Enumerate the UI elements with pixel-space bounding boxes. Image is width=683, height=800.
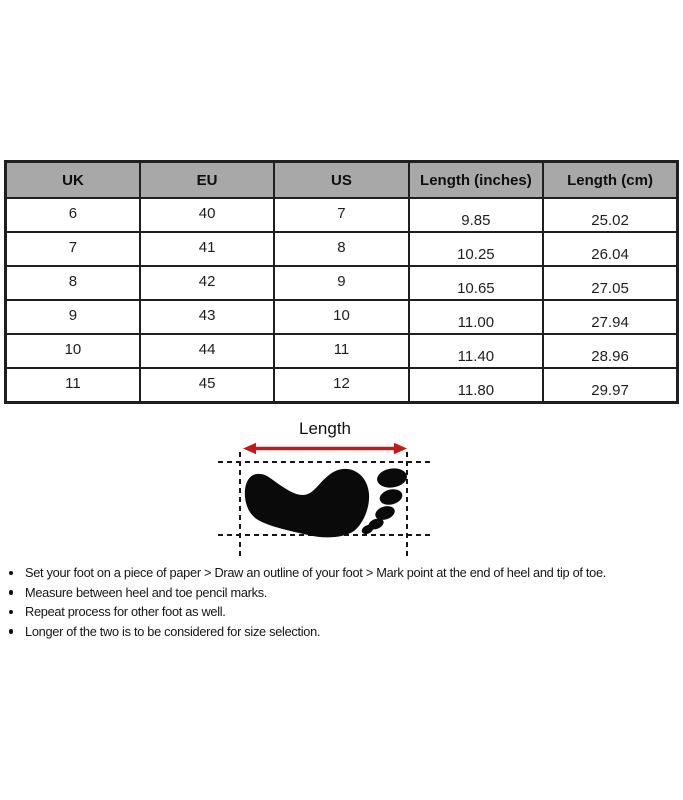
instruction-text: Longer of the two is to be considered for size selection. (25, 623, 321, 639)
size-row (6, 300, 678, 334)
size-cell: 27.05 (543, 266, 677, 300)
bullet-dot-icon (9, 629, 14, 634)
size-cell: 29.97 (543, 368, 677, 403)
bullet-dot-icon (9, 590, 14, 595)
size-cell: 28.96 (543, 334, 677, 368)
size-cell: 8 (6, 266, 140, 300)
instruction-text: Measure between heel and toe pencil marks. (25, 584, 268, 600)
column-header-cell: Length (cm) (543, 162, 677, 199)
instruction-list (4, 563, 682, 641)
size-cell: 42 (140, 266, 274, 300)
size-row (6, 232, 678, 266)
size-cell: 7 (274, 198, 408, 232)
size-cell: 41 (140, 232, 274, 266)
size-cell: 6 (6, 198, 140, 232)
length-label: Length (299, 419, 351, 438)
size-cell: 25.02 (543, 198, 677, 232)
column-header-cell: Length (inches) (409, 162, 543, 199)
size-cell: 43 (140, 300, 274, 334)
guide-line-top (218, 461, 431, 463)
size-chart-body (6, 198, 678, 403)
size-cell: 7 (6, 232, 140, 266)
size-row (6, 368, 678, 403)
guide-line-heel (239, 452, 241, 557)
table-header-row (6, 162, 678, 199)
size-cell: 9 (274, 266, 408, 300)
bullet-dot-icon (9, 610, 14, 615)
size-row (6, 266, 678, 300)
size-row (6, 198, 678, 232)
length-arrow-icon (242, 441, 408, 456)
size-chart-table (4, 160, 679, 404)
size-cell: 44 (140, 334, 274, 368)
column-header-cell: UK (6, 162, 140, 199)
instruction-item (4, 563, 682, 583)
size-cell: 45 (140, 368, 274, 403)
size-cell: 10 (6, 334, 140, 368)
size-cell: 12 (274, 368, 408, 403)
bullet-dot-icon (9, 571, 14, 576)
size-row (6, 334, 678, 368)
instruction-text: Set your foot on a piece of paper > Draw an outline of your foot > Mark point at the end of heel and tip of toe. (25, 565, 607, 580)
instruction-text: Repeat process for other foot as well. (25, 604, 226, 619)
size-cell: 11 (6, 368, 140, 403)
size-cell: 10.25 (409, 232, 543, 266)
arrowhead-left (243, 443, 256, 454)
size-cell: 11 (274, 334, 408, 368)
footprint-icon (242, 465, 412, 540)
size-cell: 10 (274, 300, 408, 334)
size-cell: 40 (140, 198, 274, 232)
instruction-item (4, 583, 682, 603)
size-cell: 10.65 (409, 266, 543, 300)
size-cell: 26.04 (543, 232, 677, 266)
size-cell: 11.00 (409, 300, 543, 334)
size-cell: 11.80 (409, 368, 543, 403)
size-cell: 11.40 (409, 334, 543, 368)
column-header-cell: EU (140, 162, 274, 199)
instruction-item (4, 622, 682, 642)
instruction-item (4, 602, 682, 622)
size-cell: 8 (274, 232, 408, 266)
size-cell: 9 (6, 300, 140, 334)
column-header-cell: US (274, 162, 408, 199)
size-cell: 27.94 (543, 300, 677, 334)
size-cell: 9.85 (409, 198, 543, 232)
